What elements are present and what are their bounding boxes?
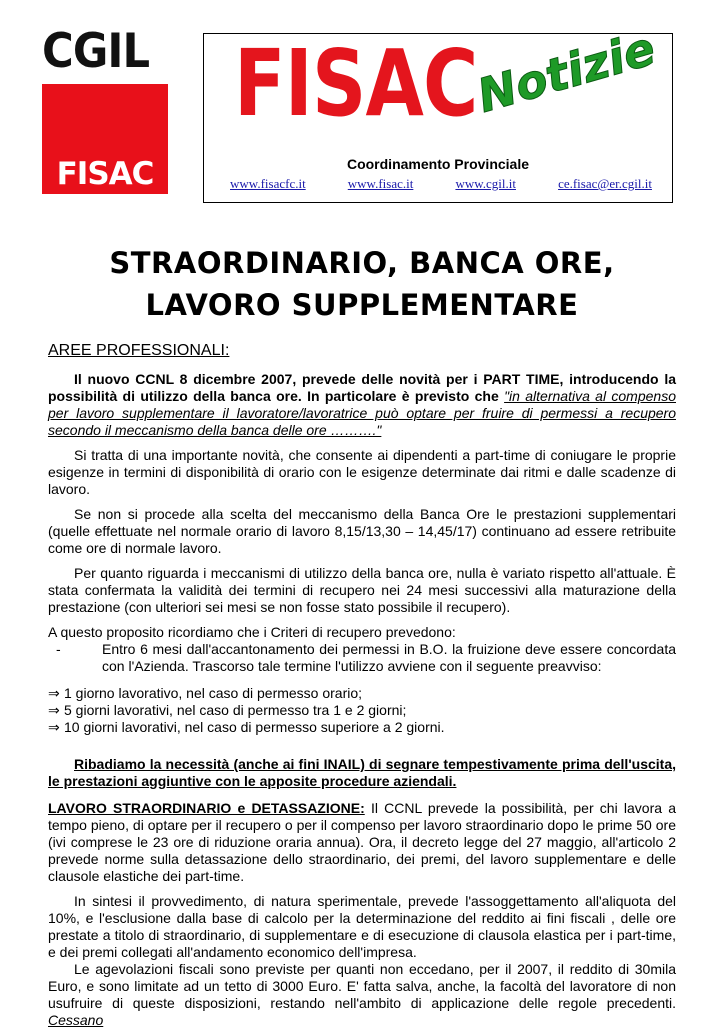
dash-mark: -	[56, 641, 61, 657]
notizie-masthead: Notizie	[471, 20, 662, 123]
link-cgil[interactable]: www.cgil.it	[455, 176, 516, 191]
arrow-icon: ⇒	[48, 685, 60, 701]
paragraph-ribadiamo: Ribadiamo la necessità (anche ai fini INAIL) di segnare tempestivamente prima dell'uscita, le prestazioni aggiuntive con le apposite procedure aziendali.	[48, 756, 676, 789]
fisac-logo-text: FISAC	[56, 156, 154, 192]
intro-quote: "in alternativa al compenso per lavoro supplementare il lavoratore/lavoratrice può optare per fruire di permessi a recupero secondo il meccanismo della banca delle ore ………."	[48, 388, 676, 438]
paragraph-novita: Si tratta di una importante novità, che consente ai dipendenti a part-time di coniugare le proprie esigenze in termini di disponibilità di orario con le esigenze determinate dai ritmi e dalle scadenze di lavoro.	[48, 447, 676, 497]
list-item	[48, 702, 676, 719]
straordinario-heading: LAVORO STRAORDINARIO e DETASSAZIONE:	[48, 800, 365, 816]
cgil-logo-text: CGIL	[42, 24, 150, 79]
list-item	[48, 685, 676, 702]
fisac-logo-box	[42, 84, 168, 194]
paragraph-sintesi: In sintesi il provvedimento, di natura sperimentale, prevede l'assoggettamento all'aliquota del 10%, e l'esclusione dalla base di calcolo per la determinazione del reddito ai fini fiscali , delle ore prestate a titolo di straordinario, di supplementare e di esecuzione di clausola elastica per i part-time, e dei premi collegati all'andamento economico dell'impresa.	[48, 893, 676, 960]
cgil-fisac-logo	[42, 26, 168, 194]
paragraph-recupero: Per quanto riguarda i meccanismi di utilizzo della banca ore, nulla è variato rispetto all'attuale. È stata confermata la validità dei termini di recupero nei 24 mesi successivi alla maturazione della prestazione (con ulteriori sei mesi se non fosse stato possibile il recupero).	[48, 565, 676, 615]
arrow-icon: ⇒	[48, 702, 60, 718]
fisac-masthead: FISAC	[234, 30, 478, 137]
paragraph-intro	[48, 371, 676, 439]
title-line-1: STRAORDINARIO, BANCA ORE,	[109, 246, 615, 280]
agevolazioni-text: Le agevolazioni fiscali sono previste per quanti non eccedano, per il 2007, il reddito di 30mila Euro, e sono limitate ad un tetto di 3000 Euro. E' fatta salva, anche, la facoltà del lavoratore di non usufruire di queste disposizioni, restando nell'ambito di applicazione delle regole precedenti.	[48, 961, 676, 1011]
page-title	[0, 242, 724, 326]
preavviso-list	[48, 685, 676, 736]
link-email[interactable]: ce.fisac@er.cgil.it	[558, 176, 652, 191]
paragraph-banca-ore: Se non si procede alla scelta del meccanismo della Banca Ore le prestazioni supplementari (quelle effettuate nel normale orario di lavoro 8,15/13,30 – 14,45/17) continuano ad essere retribuite come ore di normale lavoro.	[48, 506, 676, 556]
straordinario-text: Il CCNL prevede la possibilità, per chi lavora a tempo pieno, di optare per il recupero o per il compenso per lavoro straordinario dopo le prime 50 ore (ivi comprese le 23 ore di riduzione oraria annua). Ora, il decreto legge del 27 maggio, all'articolo 2 prevede norme sulla detassazione dello straordinario, dei premi, del lavoro supplementare e delle clausole elastiche dei part-time.	[48, 800, 676, 884]
link-fisac[interactable]: www.fisac.it	[347, 176, 414, 191]
paragraph-criteri: A questo proposito ricordiamo che i Criteri di recupero prevedono:	[48, 624, 456, 640]
list-item-dash	[56, 641, 676, 675]
preavviso-3: 10 giorni lavorativi, nel caso di permesso superiore a 2 giorni.	[64, 719, 445, 735]
dash-text: Entro 6 mesi dall'accantonamento dei permessi in B.O. la fruizione deve essere concordata con l'Azienda. Trascorso tale termine l'utilizzo avviene con il seguente preavviso:	[102, 641, 676, 674]
list-item	[48, 719, 676, 736]
paragraph-agevolazioni	[48, 961, 676, 1029]
preavviso-1: 1 giorno lavorativo, nel caso di permesso orario;	[64, 685, 363, 701]
header-links	[230, 176, 652, 192]
arrow-icon: ⇒	[48, 719, 60, 735]
link-fisacfc[interactable]: www.fisacfc.it	[230, 176, 306, 191]
header-box	[203, 20, 673, 203]
cessano-text: Cessano	[48, 1012, 104, 1028]
paragraph-straordinario	[48, 800, 676, 885]
section-heading: AREE PROFESSIONALI:	[48, 342, 230, 359]
title-line-2: LAVORO SUPPLEMENTARE	[145, 288, 579, 322]
preavviso-2: 5 giorni lavorativi, nel caso di permesso tra 1 e 2 giorni;	[64, 702, 407, 718]
article-body	[48, 342, 676, 1029]
intro-bold: Il nuovo CCNL 8 dicembre 2007, prevede delle novità per i PART TIME, introducendo la possibilità di utilizzo della banca ore. In particolare è previsto che	[48, 371, 676, 404]
header-subtitle: Coordinamento Provinciale	[346, 156, 530, 172]
